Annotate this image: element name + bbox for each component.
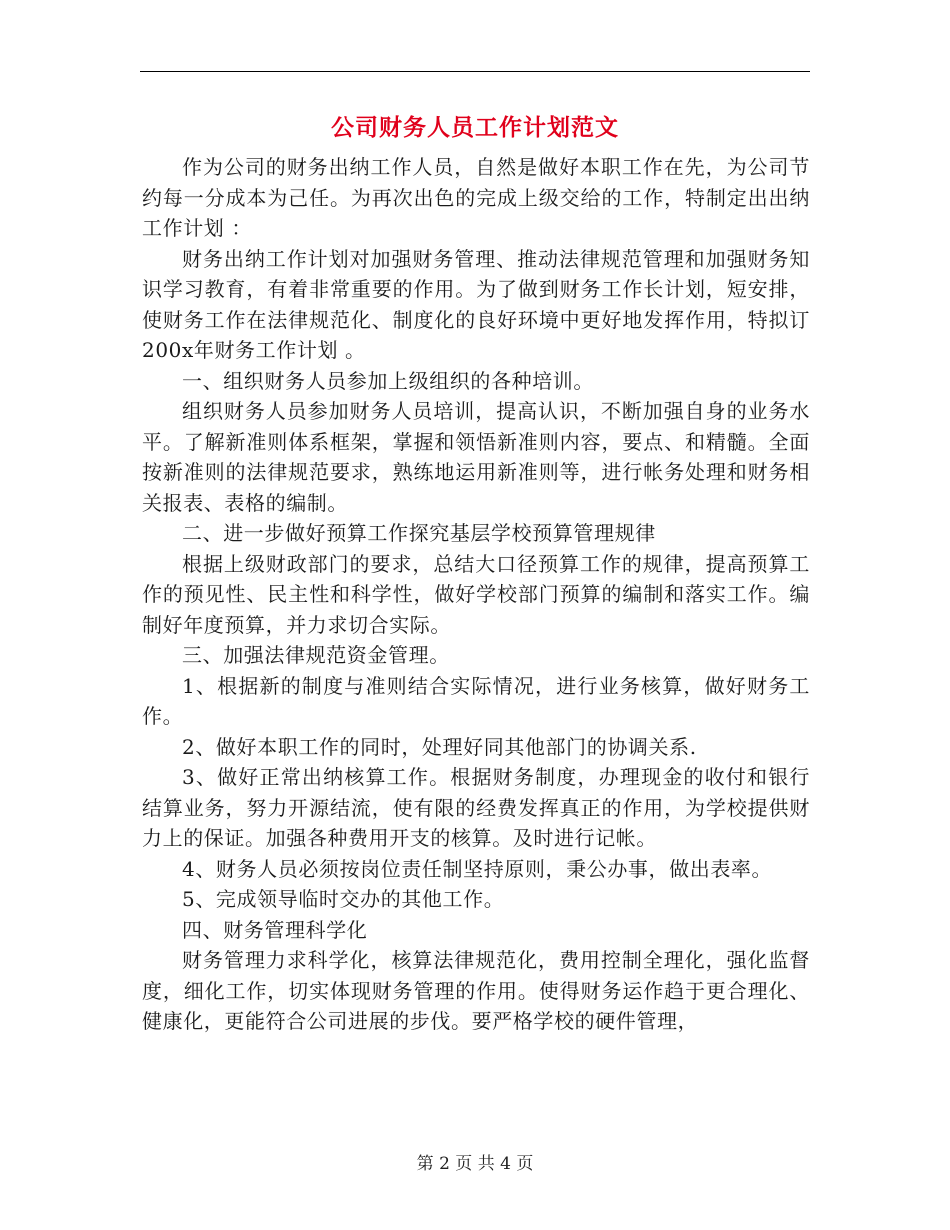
paragraph: 财务管理力求科学化，核算法律规范化，费用控制全理化，强化监督度，细化工作，切实体现财务管理的作用。使得财务运作趋于更合理化、健康化，更能符合公司进展的步伐。要严格学校的硬件管理， [142,948,810,1033]
list-item: 4、财务人员必须按岗位责任制坚持原则，秉公办事，做出表率。 [182,856,773,881]
paragraph: 根据上级财政部门的要求，总结大口径预算工作的规律，提高预算工作的预见性、民主性和科学性，做好学校部门预算的编制和落实工作。编制好年度预算，并力求切合实际。 [142,551,810,637]
page-number: 第 2 页 共 4 页 [416,1154,534,1174]
document-body [142,152,810,1037]
section-heading: 一、组织财务人员参加上级组织的各种培训。 [182,368,594,393]
list-item: 5、完成领导临时交办的其他工作。 [182,887,505,911]
header-rule [140,71,810,72]
paragraph: 财务出纳工作计划对加强财务管理、推动法律规范管理和加强财务知识学习教育，有着非常重要的作用。为了做到财务工作长计划，短安排，使财务工作在法律规范化、制度化的良好环境中更好地发挥作用，特拟订200x年财务工作计划 。 [142,246,810,362]
list-item: 1、根据新的制度与准则结合实际情况，进行业务核算，做好财务工作。 [142,673,810,728]
section-heading: 二、进一步做好预算工作探究基层学校预算管理规律 [182,521,656,545]
section-heading: 三、加强法律规范资金管理。 [182,643,450,667]
list-item: 3、做好正常出纳核算工作。根据财务制度，办理现金的收付和银行结算业务，努力开源结流，使有限的经费发挥真正的作用，为学校提供财力上的保证。加强各种费用开支的核算。及时进行记帐。 [142,765,810,850]
paragraph: 组织财务人员参加财务人员培训，提高认识，不断加强自身的业务水平。了解新准则体系框架，掌握和领悟新准则内容，要点、和精髓。全面按新准则的法律规范要求，熟练地运用新准则等，进行帐务处理和财务相关报表、表格的编制。 [142,399,810,515]
section-heading: 四、财务管理科学化 [182,917,368,942]
paragraph: 作为公司的财务出纳工作人员，自然是做好本职工作在先，为公司节约每一分成本为己任。为再次出色的完成上级交给的工作，特制定出出纳工作计划 ： [142,155,810,240]
list-item: 2、做好本职工作的同时，处理好同其他部门的协调关系. [182,734,697,759]
document-title: 公司财务人员工作计划范文 [331,114,619,141]
